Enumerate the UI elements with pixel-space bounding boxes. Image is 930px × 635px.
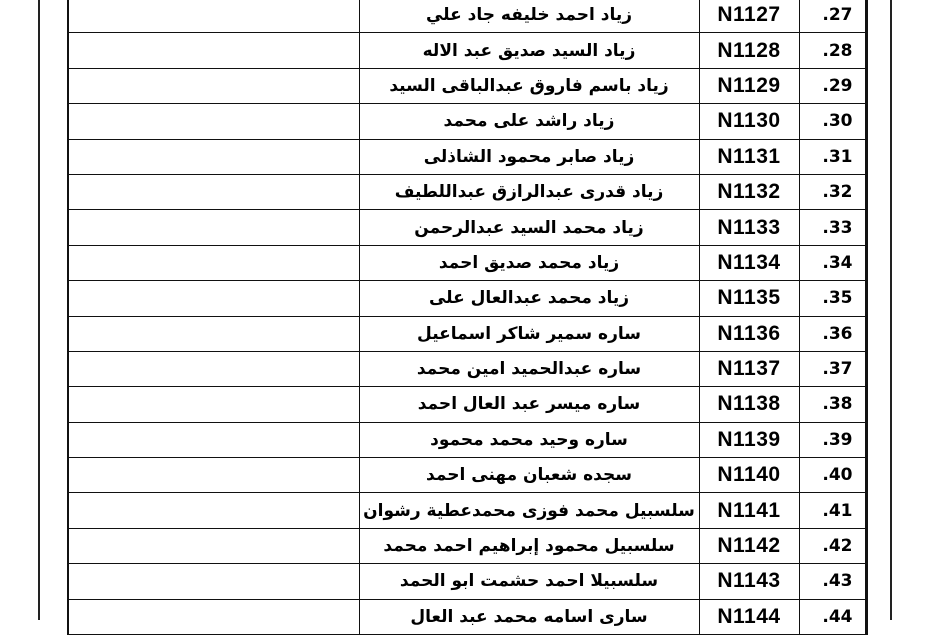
blank-cell [68, 139, 359, 174]
student-name: ساره عبدالحميد امين محمد [359, 351, 699, 386]
table-row [68, 210, 866, 245]
student-code: N1137 [699, 351, 799, 386]
row-number: .42 [799, 528, 866, 563]
page-border-right [890, 0, 892, 620]
student-name: ساره سمير شاكر اسماعيل [359, 316, 699, 351]
student-name: زياد احمد خليفه جاد علي [359, 0, 699, 33]
blank-cell [68, 564, 359, 599]
table-row [68, 599, 866, 634]
row-number: .33 [799, 210, 866, 245]
table-row [68, 174, 866, 209]
student-code: N1130 [699, 104, 799, 139]
table-row [68, 316, 866, 351]
row-number: .29 [799, 68, 866, 103]
blank-cell [68, 281, 359, 316]
student-name: سلسبيل محمود إبراهيم احمد محمد [359, 528, 699, 563]
table-row [68, 104, 866, 139]
row-number: .36 [799, 316, 866, 351]
student-name: زياد قدرى عبدالرازق عبداللطيف [359, 174, 699, 209]
blank-cell [68, 210, 359, 245]
student-code: N1144 [699, 599, 799, 634]
blank-cell [68, 33, 359, 68]
page-border-left [38, 0, 40, 620]
row-number: .30 [799, 104, 866, 139]
blank-cell [68, 174, 359, 209]
row-number: .41 [799, 493, 866, 528]
student-code: N1142 [699, 528, 799, 563]
student-name: زياد السيد صديق عبد الاله [359, 33, 699, 68]
student-code: N1135 [699, 281, 799, 316]
student-name: زياد باسم فاروق عبدالباقى السيد [359, 68, 699, 103]
roster-body [68, 0, 866, 635]
table-row [68, 351, 866, 386]
row-number: .38 [799, 387, 866, 422]
blank-cell [68, 387, 359, 422]
student-code: N1139 [699, 422, 799, 457]
student-code: N1133 [699, 210, 799, 245]
blank-cell [68, 68, 359, 103]
student-name: زياد محمد صديق احمد [359, 245, 699, 280]
student-name: سلسبيلا احمد حشمت ابو الحمد [359, 564, 699, 599]
table-row [68, 33, 866, 68]
table-row [68, 387, 866, 422]
blank-cell [68, 599, 359, 634]
student-code: N1136 [699, 316, 799, 351]
table-row [68, 139, 866, 174]
student-code: N1138 [699, 387, 799, 422]
table-row [68, 0, 866, 33]
student-code: N1143 [699, 564, 799, 599]
student-code: N1127 [699, 0, 799, 33]
row-number: .35 [799, 281, 866, 316]
row-number: .37 [799, 351, 866, 386]
student-code: N1141 [699, 493, 799, 528]
student-code: N1129 [699, 68, 799, 103]
student-name: سجده شعبان مهنى احمد [359, 458, 699, 493]
student-code: N1128 [699, 33, 799, 68]
student-code: N1140 [699, 458, 799, 493]
student-name: سارى اسامه محمد عبد العال [359, 599, 699, 634]
row-number: .32 [799, 174, 866, 209]
blank-cell [68, 104, 359, 139]
table-row [68, 422, 866, 457]
blank-cell [68, 351, 359, 386]
student-name: ساره ميسر عبد العال احمد [359, 387, 699, 422]
row-number: .40 [799, 458, 866, 493]
row-number: .39 [799, 422, 866, 457]
table-row [68, 281, 866, 316]
row-number: .27 [799, 0, 866, 33]
row-number: .34 [799, 245, 866, 280]
row-number: .28 [799, 33, 866, 68]
table-row [68, 245, 866, 280]
blank-cell [68, 0, 359, 33]
student-code: N1132 [699, 174, 799, 209]
table-row [68, 493, 866, 528]
table-row [68, 564, 866, 599]
student-name: زياد صابر محمود الشاذلى [359, 139, 699, 174]
table-row [68, 68, 866, 103]
row-number: .44 [799, 599, 866, 634]
student-name: زياد راشد على محمد [359, 104, 699, 139]
student-name: زياد محمد عبدالعال على [359, 281, 699, 316]
student-name: ساره وحيد محمد محمود [359, 422, 699, 457]
blank-cell [68, 528, 359, 563]
table-row [68, 528, 866, 563]
row-number: .31 [799, 139, 866, 174]
blank-cell [68, 245, 359, 280]
student-name: سلسبيل محمد فوزى محمدعطية رشوان [359, 493, 699, 528]
student-roster-table [67, 0, 868, 635]
student-code: N1134 [699, 245, 799, 280]
student-name: زياد محمد السيد عبدالرحمن [359, 210, 699, 245]
blank-cell [68, 458, 359, 493]
blank-cell [68, 493, 359, 528]
table-row [68, 458, 866, 493]
blank-cell [68, 422, 359, 457]
blank-cell [68, 316, 359, 351]
student-code: N1131 [699, 139, 799, 174]
row-number: .43 [799, 564, 866, 599]
